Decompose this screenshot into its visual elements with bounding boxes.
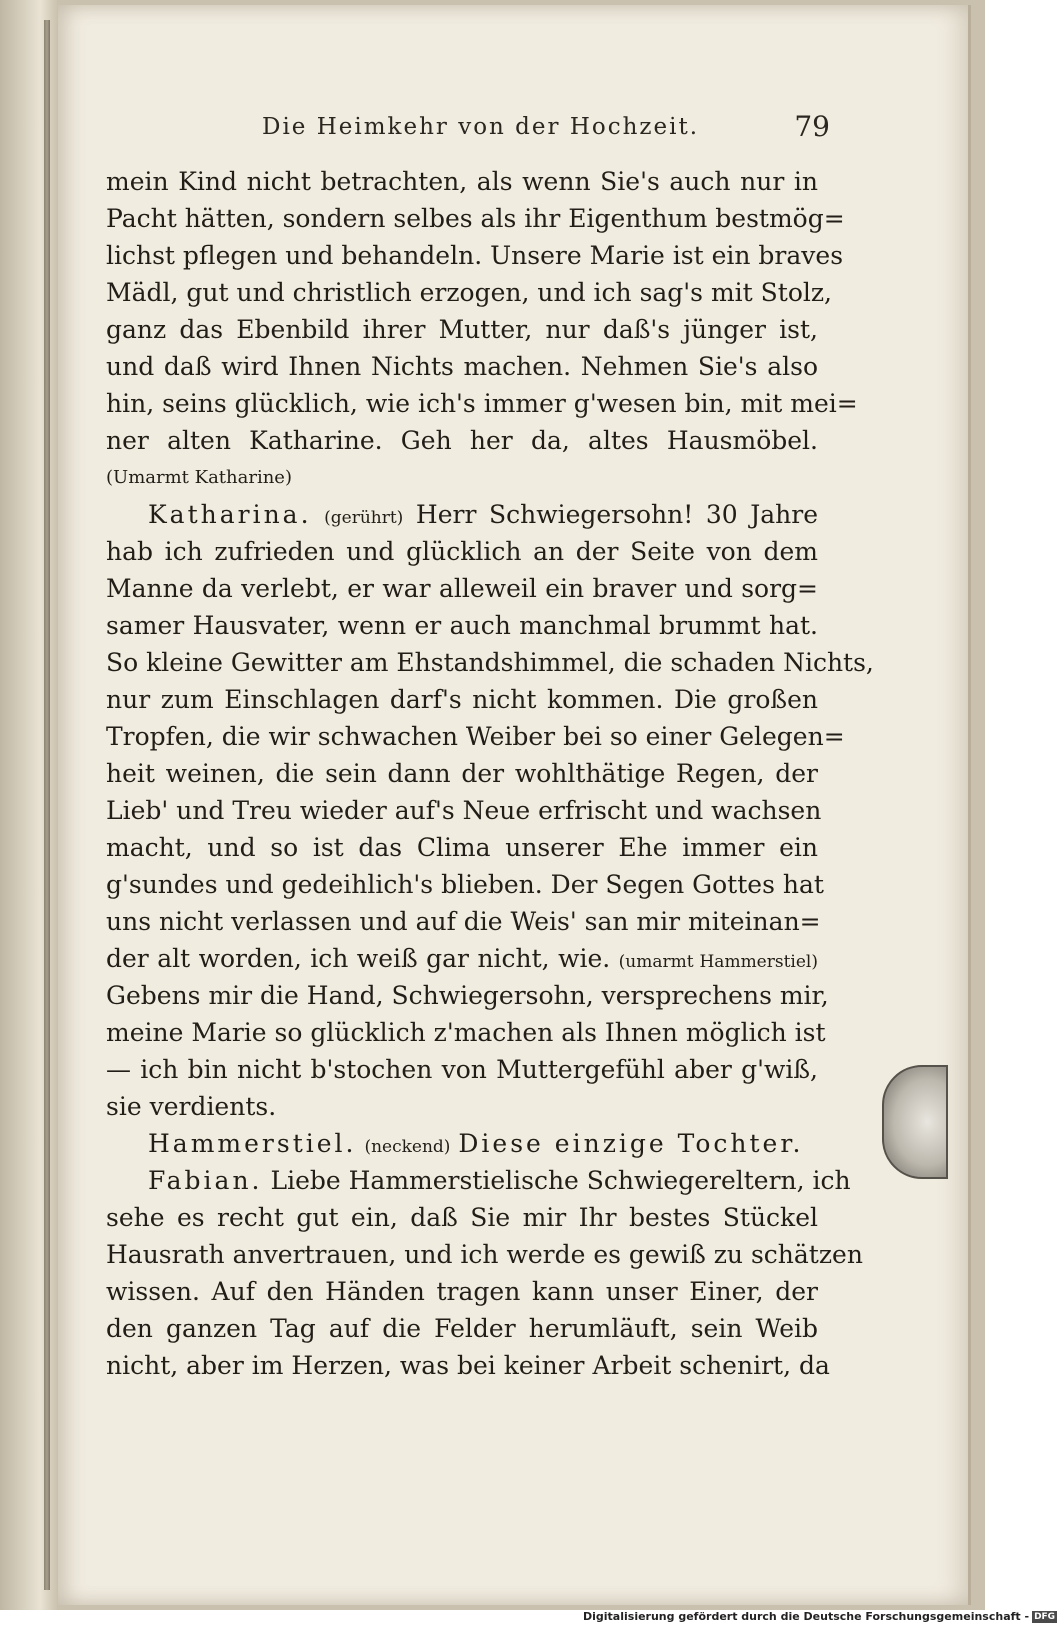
text-line: macht, und so ist das Clima unserer Ehe immer ein bbox=[106, 833, 818, 862]
speech-start: Hammerstiel. (neckend) Diese einzige Tochter. bbox=[148, 1129, 804, 1158]
book-left-edge bbox=[0, 0, 58, 1610]
book-spine-crease bbox=[44, 20, 50, 1590]
text-line: heit weinen, die sein dann der wohlthätige Regen, der bbox=[106, 759, 818, 788]
text-line: wissen. Auf den Händen tragen kann unser Einer, der bbox=[106, 1277, 818, 1306]
text-line: der alt worden, ich weiß gar nicht, wie. (umarmt Hammerstiel) bbox=[106, 944, 818, 973]
text-line: g'sundes und gedeihlich's blieben. Der Segen Gottes hat bbox=[106, 870, 824, 899]
text-line: sehe es recht gut ein, daß Sie mir Ihr bestes Stückel bbox=[106, 1203, 818, 1232]
text-line: ganz das Ebenbild ihrer Mutter, nur daß's jünger ist, bbox=[106, 315, 818, 344]
credit-text: Digitalisierung gefördert durch die Deutsche Forschungsgemeinschaft - bbox=[583, 1610, 1030, 1623]
stage-direction: (gerührt) bbox=[324, 508, 404, 528]
stage-direction: (Umarmt Katharine) bbox=[106, 467, 292, 488]
page-header bbox=[180, 108, 830, 148]
text-line: mein Kind nicht betrachten, als wenn Sie's auch nur in bbox=[106, 167, 818, 196]
text-line: Pacht hätten, sondern selbes als ihr Eigenthum bestmög= bbox=[106, 204, 845, 233]
text-line: Tropfen, die wir schwachen Weiber bei so einer Gelegen= bbox=[106, 722, 845, 751]
text-line: So kleine Gewitter am Ehstandshimmel, die schaden Nichts, bbox=[106, 648, 874, 677]
speech-start: Fabian. Liebe Hammerstielische Schwiegereltern, ich bbox=[148, 1166, 851, 1195]
text-line: Manne da verlebt, er war alleweil ein braver und sorg= bbox=[106, 574, 818, 603]
text-line: Mädl, gut und christlich erzogen, und ich sag's mit Stolz, bbox=[106, 278, 832, 307]
text-line: nicht, aber im Herzen, was bei keiner Arbeit schenirt, da bbox=[106, 1351, 830, 1380]
text-line: hin, seins glücklich, wie ich's immer g'wesen bin, mit mei= bbox=[106, 389, 858, 418]
speaker-name: Hammerstiel. bbox=[148, 1129, 357, 1158]
text-line: meine Marie so glücklich z'machen als Ihnen möglich ist bbox=[106, 1018, 826, 1047]
text-line: uns nicht verlassen und auf die Weis' san mir miteinan= bbox=[106, 907, 821, 936]
dfg-logo: DFG bbox=[1034, 1612, 1056, 1622]
text-line: — ich bin nicht b'stochen von Muttergefühl aber g'wiß, bbox=[106, 1055, 818, 1084]
speaker-name: Katharina. bbox=[148, 500, 312, 529]
text-line: Gebens mir die Hand, Schwiegersohn, versprechens mir, bbox=[106, 981, 829, 1010]
text-line: und daß wird Ihnen Nichts machen. Nehmen Sie's also bbox=[106, 352, 818, 381]
stage-direction: (neckend) bbox=[364, 1137, 451, 1157]
text-line: ner alten Katharine. Geh her da, altes Hausmöbel. bbox=[106, 426, 818, 455]
speaker-name: Fabian. bbox=[148, 1166, 263, 1195]
running-title: Die Heimkehr von der Hochzeit. bbox=[262, 114, 700, 140]
text-line: sie verdients. bbox=[106, 1092, 277, 1121]
text-line: Lieb' und Treu wieder auf's Neue erfrischt und wachsen bbox=[106, 796, 822, 825]
page-number: 79 bbox=[794, 110, 830, 143]
text-line: Hausrath anvertrauen, und ich werde es gewiß zu schätzen bbox=[106, 1240, 863, 1269]
speech-start: Katharina. (gerührt) Herr Schwiegersohn! 30 Jahre bbox=[148, 500, 818, 529]
digitization-credit bbox=[583, 1610, 1057, 1623]
text-line: samer Hausvater, wenn er auch manchmal brummt hat. bbox=[106, 611, 818, 640]
text-block bbox=[106, 163, 874, 1384]
text-line: lichst pflegen und behandeln. Unsere Marie ist ein braves bbox=[106, 241, 844, 270]
text-line: nur zum Einschlagen darf's nicht kommen. Die großen bbox=[106, 685, 818, 714]
text-line: hab ich zufrieden und glücklich an der Seite von dem bbox=[106, 537, 818, 566]
text-line: den ganzen Tag auf die Felder herumläuft, sein Weib bbox=[106, 1314, 818, 1343]
page-clip bbox=[882, 1065, 948, 1179]
stage-direction: (umarmt Hammerstiel) bbox=[618, 952, 818, 972]
